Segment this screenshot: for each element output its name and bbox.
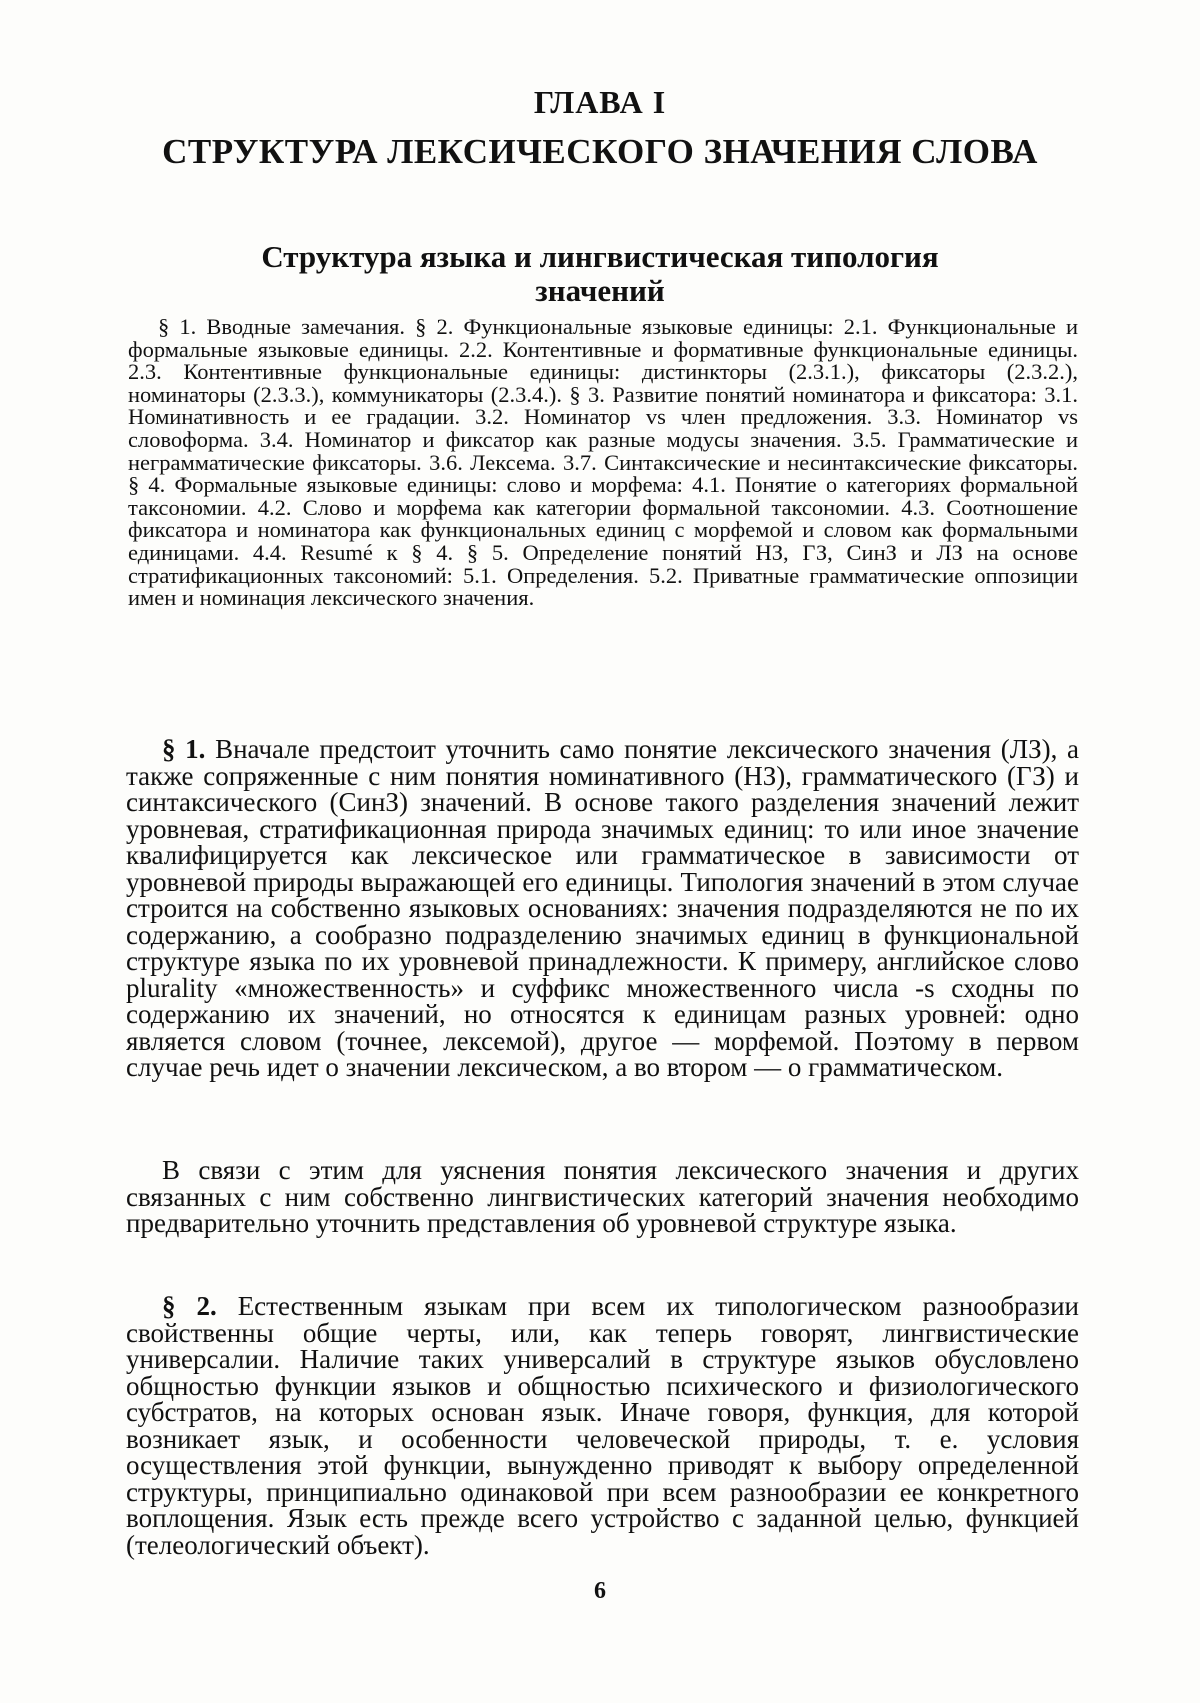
paragraph-2 — [126, 1157, 1079, 1237]
paragraph-mark: § 2. — [162, 1291, 217, 1321]
abstract-text: § 1. Вводные замечания. § 2. Функциональные языковые единицы: 2.1. Функциональные и формальные языковые единицы. 2.2. Контентивные и формативные функциональные единицы. 2.3. Контентивные функциональные единицы: дистинкторы (2.3.1.), фиксаторы (2.3.2.), номинаторы (2.3.3.), коммуникаторы (2.3.4.). § 3. Развитие понятий номинатора и фиксатора: 3.1. Номинативность и ее градации. 3.2. Номинатор vs член предложения. 3.3. Номинатор vs словоформа. 3.4. Номинатор и фиксатор как разные модусы значения. 3.5. Грамматические и неграмматические фиксаторы. 3.6. Лексема. 3.7. Синтаксические и несинтаксические фиксаторы. § 4. Формальные языковые единицы: слово и морфема: 4.1. Понятие о категориях формальной таксономии. 4.2. Слово и морфема как категории формальной таксономии. 4.3. Соотношение фиксатора и номинатора как функциональных единиц с морфемой и словом как формальными единицами. 4.4. Resumé к § 4. § 5. Определение понятий НЗ, ГЗ, СинЗ и ЛЗ на основе стратификационных таксономий: 5.1. Определения. 5.2. Приватные грамматические оппозиции имен и номинация лексического значения. — [128, 314, 1078, 611]
paragraph-text — [126, 1293, 1079, 1558]
paragraph-body: Вначале предстоит уточнить само понятие лексического значения (ЛЗ), а также сопряженные с ним понятия номинативного (НЗ), грамматического (ГЗ) и синтаксического (СинЗ) значений. В основе такого разделения значений лежит уровневая, стратификационная природа значимых единиц: то или иное значение квалифицируется как лексическое или грамматическое в зависимости от уровневой природы выражающей его единицы. Типология значений в этом случае строится на собственно языковых основаниях: значения подразделяются не по их содержанию, а сообразно подразделению значимых единиц в функциональной структуре языка по их уровневой принадлежности. К примеру, английское слово plurality «множественность» и суффикс множественного числа -s сходны по содержанию их значений, но относятся к единицам разных уровней: одно является словом (точнее, лексемой), другое — морфемой. Поэтому в первом случае речь идет о значении лексическом, а во втором — о грамматическом. — [126, 734, 1079, 1082]
paragraph-3 — [126, 1293, 1079, 1558]
chapter-title: СТРУКТУРА ЛЕКСИЧЕСКОГО ЗНАЧЕНИЯ СЛОВА — [162, 132, 1038, 171]
paragraph-text — [126, 736, 1079, 1081]
paragraph-text — [126, 1157, 1079, 1237]
paragraph-body: В связи с этим для уяснения понятия лексического значения и других связанных с ним собственно лингвистических категорий значения необходимо предварительно уточнить представления об уровневой структуре языка. — [126, 1155, 1079, 1238]
paragraph-body: Естественным языкам при всем их типологическом разнообразии свойственны общие черты, или, как теперь говорят, лингвистические универсалии. Наличие таких универсалий в структуре языков обусловлено общностью функции языков и общностью психического и физиологического субстратов, на которых основан язык. Иначе говоря, функция, для которой возникает язык, и особенности человеческой природы, т. е. условия осуществления этой функции, вынужденно приводят к выбору определенной структуры, принципиально одинаковой при всем разнообразии ее конкретного воплощения. Язык есть прежде всего устройство с заданной целью, функцией (телеологический объект). — [126, 1291, 1079, 1560]
chapter-number: ГЛАВА I — [533, 84, 667, 120]
paragraph-1 — [126, 736, 1079, 1081]
paragraph-mark: § 1. — [162, 734, 206, 764]
section-abstract — [128, 316, 1078, 610]
section-title: Структура языка и лингвистическая типология значений — [261, 239, 939, 308]
page-number: 6 — [594, 1578, 606, 1604]
